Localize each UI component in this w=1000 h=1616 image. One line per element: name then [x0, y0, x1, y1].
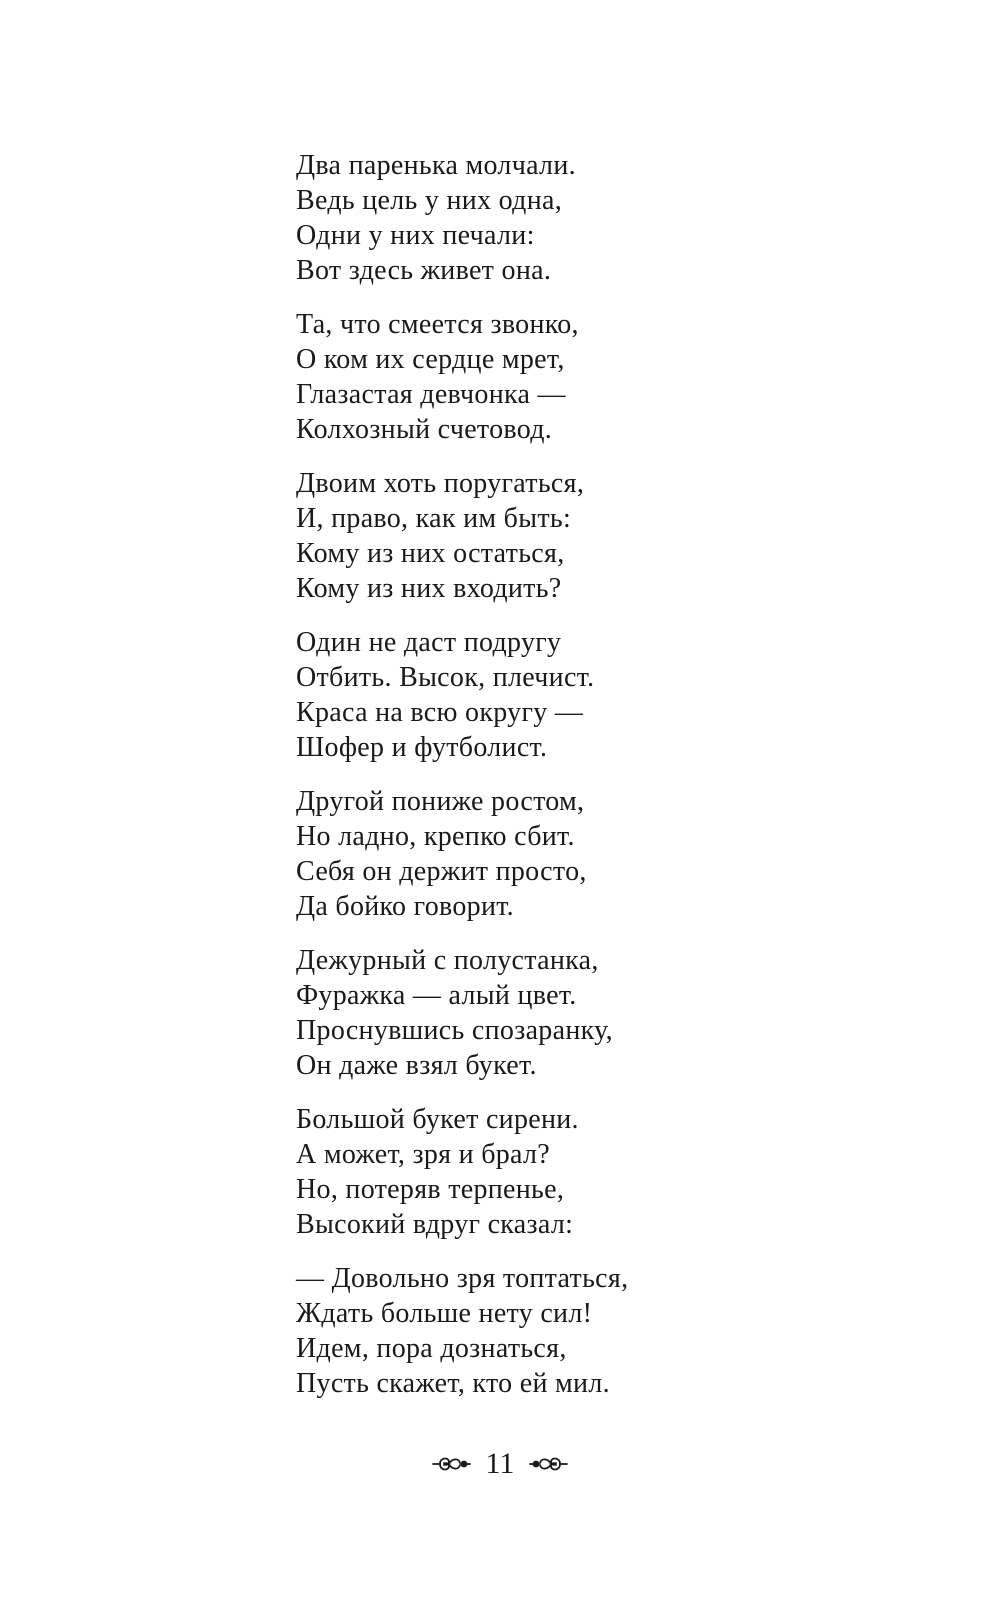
- poem-line: О ком их сердце мрет,: [296, 344, 565, 375]
- poem-line: Кому из них входить?: [296, 573, 562, 604]
- poem-line: Большой букет сирени.: [296, 1104, 579, 1135]
- page-footer: [0, 1442, 1000, 1486]
- poem-line: Высокий вдруг сказал:: [296, 1209, 574, 1240]
- poem-line: Другой пониже ростом,: [296, 786, 585, 817]
- poem-line: Но, потеряв терпенье,: [296, 1174, 565, 1205]
- poem-line: Одни у них печали:: [296, 220, 535, 251]
- stanza: [296, 943, 896, 1083]
- stanza: [296, 148, 896, 288]
- stanza: [296, 784, 896, 924]
- poem-line: Ведь цель у них одна,: [296, 185, 563, 216]
- poem: [296, 148, 896, 1420]
- poem-line: И, право, как им быть:: [296, 503, 572, 534]
- stanza: [296, 625, 896, 765]
- poem-line: Колхозный счетовод.: [296, 414, 553, 445]
- poem-line: Вот здесь живет она.: [296, 255, 552, 286]
- poem-line: Но ладно, крепко сбит.: [296, 821, 575, 852]
- poem-line: Себя он держит просто,: [296, 856, 587, 887]
- poem-line: Та, что смеется звонко,: [296, 309, 579, 340]
- poem-line: Два паренька молчали.: [296, 150, 576, 181]
- poem-line: Глазастая девчонка —: [296, 379, 566, 410]
- poem-line: Ждать больше нету сил!: [296, 1298, 593, 1329]
- stanza: [296, 1261, 896, 1401]
- stanza: [296, 307, 896, 447]
- page-number: 11: [485, 1447, 515, 1480]
- scroll-ornament-icon: [430, 1452, 472, 1476]
- poem-line: Двоим хоть поругаться,: [296, 468, 585, 499]
- poem-line: А может, зря и брал?: [296, 1139, 551, 1170]
- poem-line: Пусть скажет, кто ей мил.: [296, 1368, 610, 1399]
- poem-line: Идем, пора дознаться,: [296, 1333, 567, 1364]
- poem-line: Да бойко говорит.: [296, 891, 514, 922]
- poem-line: Фуражка — алый цвет.: [296, 980, 577, 1011]
- poem-line: Кому из них остаться,: [296, 538, 565, 569]
- stanza: [296, 1102, 896, 1242]
- poem-line: Отбить. Высок, плечист.: [296, 662, 595, 693]
- stanza: [296, 466, 896, 606]
- poem-line: Один не даст подругу: [296, 627, 562, 658]
- poem-line: — Довольно зря топтаться,: [296, 1263, 629, 1294]
- poem-line: Краса на всю округу —: [296, 697, 584, 728]
- poem-line: Он даже взял букет.: [296, 1050, 537, 1081]
- poem-line: Проснувшись спозаранку,: [296, 1015, 613, 1046]
- scroll-ornament-icon: [528, 1452, 570, 1476]
- poem-line: Шофер и футболист.: [296, 732, 548, 763]
- poem-line: Дежурный с полустанка,: [296, 945, 599, 976]
